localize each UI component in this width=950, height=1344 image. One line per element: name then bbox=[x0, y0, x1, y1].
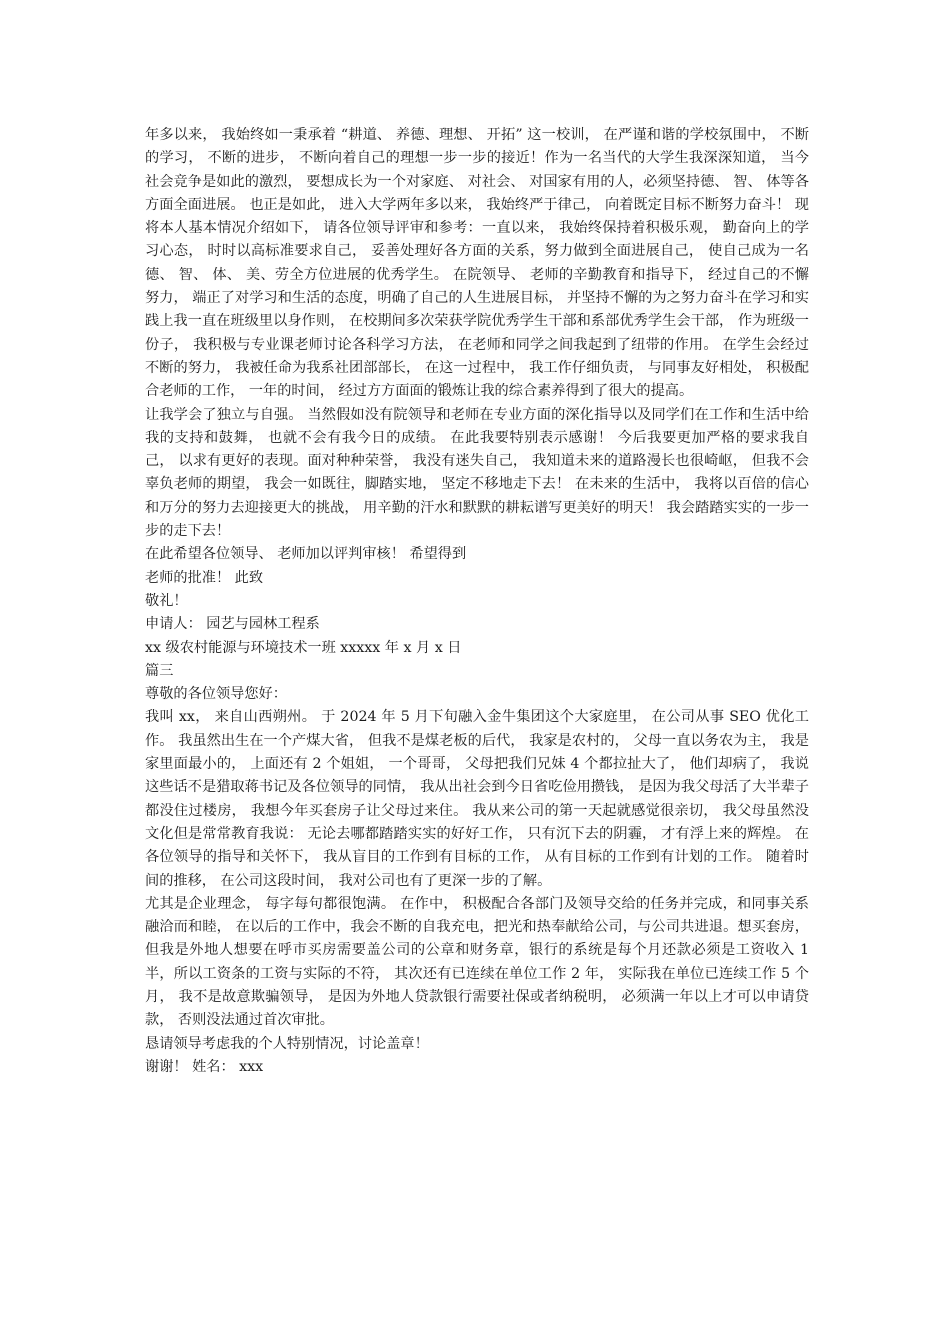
paragraph-greeting: 尊敬的各位领导您好： bbox=[145, 686, 287, 703]
paragraph-applicant: 申请人： 园艺与园林工程系 bbox=[145, 616, 320, 633]
paragraph-signature: 谢谢！ 姓名： xxx bbox=[145, 1058, 264, 1075]
paragraph-gratitude: 让我学会了独立与自强。 当然假如没有院领导和老师在专业方面的深化指导以及同学们在工作和生活中给我的支持和鼓舞， 也就不会有我今日的成绩。 在此我要特别表示感谢！ 今后我要更加严格的要求我自己， 以求有更好的表现。面对种种荣誉， 我没有迷失自己， 我知道未来的道路漫长也很崎岖， 但我不会辜负老师的期望， 我会一如既往，脚踏实地， 坚定不移地走下去！ 在未来的生活中， 我将以百倍的信心和万分的努力去迎接更大的挑战， 用辛勤的汗水和默默的耕耘谱写更美好的明天！ 我会踏踏实实的一步一步的走下去！ bbox=[145, 406, 809, 540]
paragraph-company-philosophy: 尤其是企业理念， 每字每句都很饱满。 在作中， 积极配合各部门及领导交给的任务并完成，和同事关系融洽而和睦， 在以后的工作中，我会不断的自我充电，把光和热奉献给公司，与公司共进退。想买套房， 但我是外地人想要在呼市买房需要盖公司的公章和财务章，银行的系统是每个月还款必须是工资收入 1 半，所以工资条的工资与实际的不符， 其次还有已连续在单位工作 2 年， 实际我在单位已连续工作 5 个月， 我不是故意欺骗领导， 是因为外地人贷款银行需要社保或者纳税明， 必须满一年以上才可以申请贷款， 否则没法通过首次审批。 bbox=[145, 895, 809, 1029]
paragraph-request-stamp: 恳请领导考虑我的个人特别情况，讨论盖章！ bbox=[145, 1035, 429, 1052]
section-heading: 篇三 bbox=[145, 662, 174, 679]
paragraph-request-review: 在此希望各位领导、 老师加以评判审核！ 希望得到 bbox=[145, 546, 467, 563]
paragraph-closing: 老师的批准！ 此致 bbox=[145, 569, 264, 586]
paragraph-salute: 敬礼！ bbox=[145, 592, 188, 609]
document-body bbox=[145, 124, 809, 1079]
paragraph-class-date: xx 级农村能源与环境技术一班 xxxxx 年 x 月 x 日 bbox=[145, 639, 462, 656]
paragraph-personal-background: 我叫 xx， 来自山西朔州。 于 2024 年 5 月下旬融入金牛集团这个大家庭里， 在公司从事 SEO 优化工作。 我虽然出生在一个产煤大省， 但我不是煤老板的后代， 我家是农村的， 父母一直以务农为主， 我是家里面最小的， 上面还有 2 个姐姐， 一个哥哥， 父母把我们兄妹 4 个都拉扯大了， 他们却病了， 我说这些话不是猎取蒋书记及各位领导的同情， 我从出社会到今日省吃俭用攒钱， 是因为我父母活了大半辈子都没住过楼房， 我想今年买套房子让父母过来住。 我从来公司的第一天起就感觉很亲切， 我父母虽然没文化但是常常教育我说： 无论去哪都踏踏实实的好好工作， 只有沉下去的阴霾， 才有浮上来的辉煌。 在各位领导的指导和关怀下， 我从盲目的工作到有目标的工作， 从有目标的工作到有计划的工作。 随着时间的推移， 在公司这段时间， 我对公司也有了更深一步的了解。 bbox=[145, 709, 809, 889]
paragraph-self-introduction: 年多以来， 我始终如一秉承着 “耕道、 养德、理想、 开拓” 这一校训， 在严谨和谐的学校氛围中， 不断的学习， 不断的进步， 不断向着自己的理想一步一步的接近！作为一名当代的大学生我深深知道， 当今社会竞争是如此的激烈， 要想成长为一个对家庭、 对社会、 对国家有用的人，必须坚持德、 智、 体等各方面全面进展。 也正是如此， 进入大学两年多以来， 我始终严于律己， 向着既定目标不断努力奋斗！ 现将本人基本情况介绍如下， 请各位领导评审和参考：一直以来， 我始终保持着积极乐观， 勤奋向上的学习心态， 时时以高标准要求自己， 妥善处理好各方面的关系，努力做到全面进展自己， 使自己成为一名德、 智、 体、 美、劳全方位进展的优秀学生。 在院领导、 老师的辛勤教育和指导下， 经过自己的不懈努力， 端正了对学习和生活的态度，明确了自己的人生进展目标， 并坚持不懈的为之努力奋斗在学习和实践上我一直在班级里以身作则， 在校期间多次荣获学院优秀学生干部和系部优秀学生会干部， 作为班级一份子， 我积极与专业课老师讨论各科学习方法， 在老师和同学之间我起到了纽带的作用。 在学生会经过不断的努力， 我被任命为我系社团部部长， 在这一过程中， 我工作仔细负责， 与同事友好相处， 积极配合老师的工作， 一年的时间， 经过方方面面的锻炼让我的综合素养得到了很大的提高。 bbox=[145, 127, 809, 400]
